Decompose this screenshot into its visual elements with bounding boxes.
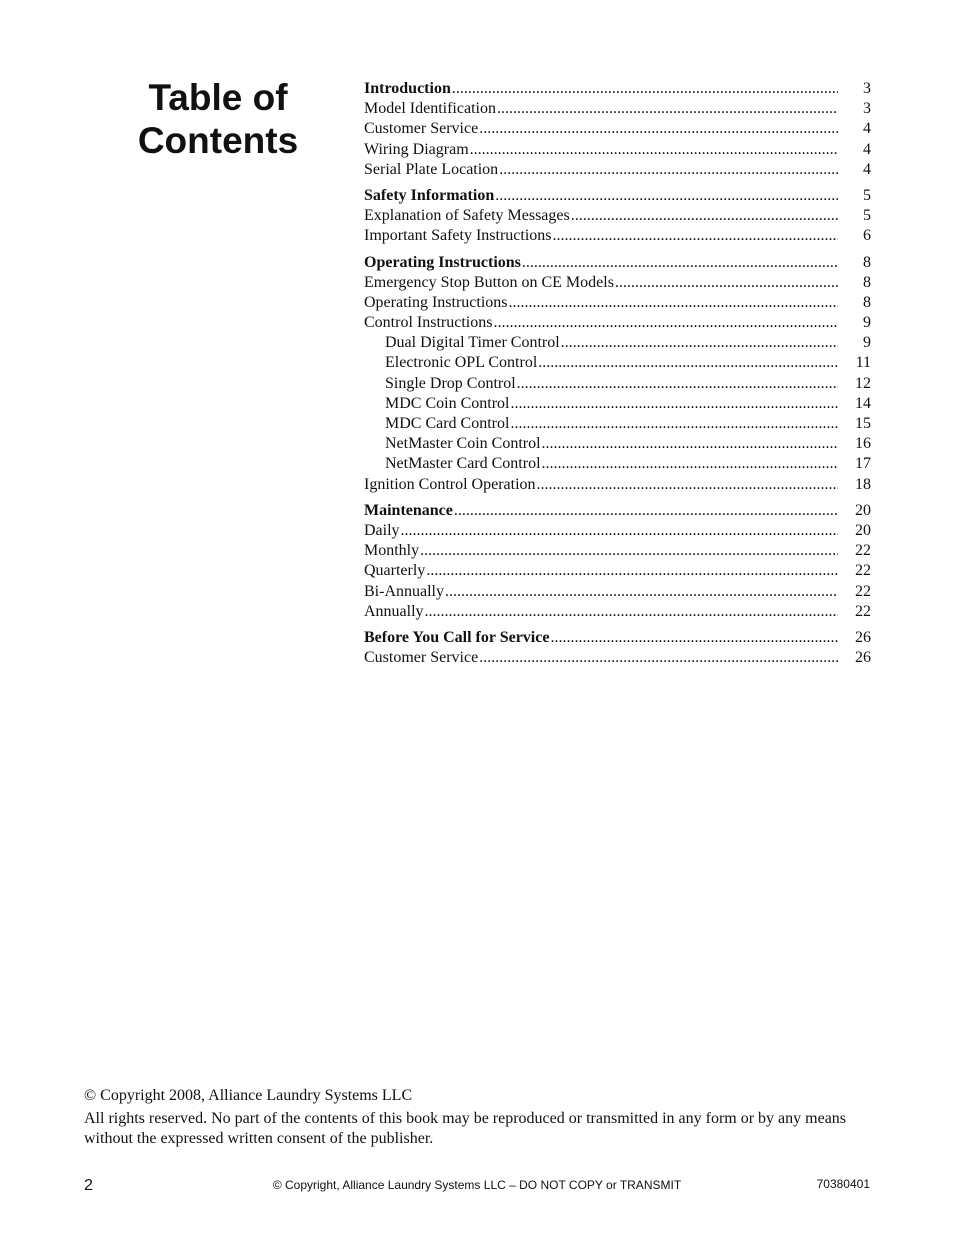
toc-subentry — [364, 394, 871, 414]
toc-entry-label: Monthly — [364, 542, 420, 560]
toc-subentry — [364, 414, 871, 434]
copyright-block — [84, 1086, 874, 1149]
page-title — [118, 76, 318, 162]
toc-dot-leader — [425, 602, 838, 622]
toc-entry-page-number: 18 — [855, 475, 871, 493]
toc-dot-leader — [426, 561, 838, 581]
toc-entry-page-number: 17 — [855, 455, 871, 473]
toc-entry-page-number: 14 — [855, 394, 871, 412]
toc-entry-label: Important Safety Instructions — [364, 227, 552, 245]
toc-entry-label: NetMaster Card Control — [385, 455, 541, 473]
toc-dot-leader — [401, 521, 838, 541]
toc-entry-label: Serial Plate Location — [364, 160, 499, 178]
toc-entry-label: Bi-Annually — [364, 582, 444, 600]
toc-dot-leader — [452, 79, 838, 99]
toc-subentry — [364, 333, 871, 353]
toc-entry-label: Before You Call for Service — [364, 628, 550, 646]
toc-entry — [364, 206, 871, 226]
toc-entry-page-number: 22 — [855, 602, 871, 620]
toc-dot-leader — [499, 160, 838, 180]
toc-entry-page-number: 9 — [863, 334, 871, 352]
toc-entry-page-number: 6 — [863, 227, 871, 245]
toc-subentry — [364, 353, 871, 373]
toc-entry-page-number: 16 — [855, 435, 871, 453]
toc-dot-leader — [615, 273, 838, 293]
toc-entry-label: Ignition Control Operation — [364, 475, 536, 493]
toc-entry — [364, 313, 871, 333]
toc-dot-leader — [445, 582, 838, 602]
toc-entry-page-number: 3 — [863, 80, 871, 97]
toc-dot-leader — [542, 454, 838, 474]
toc-entry-page-number: 11 — [855, 354, 871, 372]
toc-section-heading — [364, 79, 871, 99]
toc-entry-page-number: 15 — [855, 415, 871, 432]
toc-dot-leader — [561, 333, 838, 353]
toc-dot-leader — [495, 186, 838, 206]
toc-entry-label: Introduction — [364, 80, 451, 97]
toc-section-heading — [364, 253, 871, 273]
footer-document-number: 70380401 — [816, 1177, 870, 1191]
toc-dot-leader — [550, 628, 838, 648]
toc-entry-label: Explanation of Safety Messages — [364, 207, 570, 225]
toc-entry-label: Wiring Diagram — [364, 140, 469, 158]
toc-entry-label: Quarterly — [364, 562, 426, 580]
toc-entry-page-number: 4 — [863, 120, 871, 138]
toc-section — [364, 186, 871, 247]
toc-dot-leader — [470, 140, 838, 160]
copyright-line: © Copyright 2008, Alliance Laundry Systems LLC — [84, 1087, 413, 1104]
toc-section-heading — [364, 501, 871, 521]
toc-entry-page-number: 5 — [863, 207, 871, 225]
toc-entry-page-number: 20 — [855, 521, 871, 539]
toc-entry-page-number: 22 — [855, 562, 871, 580]
toc-entry — [364, 140, 871, 160]
rights-statement: All rights reserved. No part of the contents of this book may be reproduced or transmitted in any form or by any means without the expressed written consent of the publisher. — [84, 1110, 847, 1147]
toc-entry-page-number: 3 — [863, 100, 871, 118]
toc-dot-leader — [420, 541, 838, 561]
toc-entry-label: MDC Coin Control — [385, 394, 510, 412]
toc-entry-page-number: 26 — [855, 649, 871, 667]
toc-entry-page-number: 20 — [855, 501, 871, 519]
toc-entry — [364, 648, 871, 668]
toc-entry-label: Daily — [364, 521, 400, 539]
toc-entry-label: Customer Service — [364, 649, 479, 667]
toc-dot-leader — [517, 374, 838, 394]
toc-entry-page-number: 26 — [855, 628, 871, 646]
toc-dot-leader — [538, 353, 838, 373]
toc-entry — [364, 99, 871, 119]
toc-entry — [364, 160, 871, 180]
toc-entry-label: Emergency Stop Button on CE Models — [364, 273, 614, 291]
page-title-line-2: Contents — [137, 120, 299, 161]
toc-section — [364, 628, 871, 668]
toc-dot-leader — [542, 434, 838, 454]
toc-entry-label: Customer Service — [364, 120, 479, 138]
toc-entry-label: Control Instructions — [364, 314, 493, 332]
toc-subentry — [364, 454, 871, 474]
toc-entry-page-number: 4 — [863, 160, 871, 178]
toc-section — [364, 501, 871, 622]
toc-entry — [364, 521, 871, 541]
toc-entry-page-number: 22 — [855, 542, 871, 560]
toc-entry — [364, 561, 871, 581]
toc-entry-label: Single Drop Control — [385, 374, 516, 392]
toc-entry-label: MDC Card Control — [385, 415, 510, 432]
toc-section — [364, 79, 871, 180]
toc-entry — [364, 475, 871, 495]
toc-entry-label: Electronic OPL Control — [385, 354, 538, 372]
toc-dot-leader — [493, 313, 838, 333]
toc-dot-leader — [510, 414, 838, 434]
toc-section-heading — [364, 628, 871, 648]
footer-page-number: 2 — [84, 1177, 93, 1194]
toc-subentry — [364, 434, 871, 454]
toc-subentry — [364, 374, 871, 394]
toc-dot-leader — [509, 293, 838, 313]
page-footer — [84, 1176, 870, 1198]
toc-entry-page-number: 12 — [855, 374, 871, 392]
toc-entry-label: Safety Information — [364, 186, 495, 204]
toc-section-heading — [364, 186, 871, 206]
toc-section — [364, 253, 871, 495]
toc-entry-page-number: 22 — [855, 582, 871, 600]
toc-entry — [364, 541, 871, 561]
toc-dot-leader — [454, 501, 838, 521]
toc-dot-leader — [497, 99, 838, 119]
toc-entry-page-number: 5 — [863, 186, 871, 204]
toc-entry-page-number: 4 — [863, 140, 871, 158]
toc-dot-leader — [510, 394, 838, 414]
toc-entry-label: NetMaster Coin Control — [385, 435, 541, 453]
toc-dot-leader — [479, 648, 838, 668]
toc-dot-leader — [522, 253, 838, 273]
page-title-line-1: Table of — [148, 77, 288, 118]
footer-copyright-notice: © Copyright, Alliance Laundry Systems LLC – DO NOT COPY or TRANSMIT — [272, 1178, 682, 1192]
toc-dot-leader — [479, 119, 838, 139]
toc-entry — [364, 293, 871, 313]
toc-entry — [364, 273, 871, 293]
toc-entry-label: Operating Instructions — [364, 253, 521, 271]
toc-entry — [364, 226, 871, 246]
table-of-contents — [364, 79, 871, 674]
toc-entry — [364, 602, 871, 622]
toc-dot-leader — [537, 475, 838, 495]
toc-entry-page-number: 8 — [863, 293, 871, 311]
toc-entry-page-number: 8 — [863, 253, 871, 271]
toc-entry-label: Annually — [364, 602, 424, 620]
toc-entry-label: Model Identification — [364, 100, 496, 118]
toc-entry-label: Dual Digital Timer Control — [385, 334, 560, 352]
toc-entry — [364, 582, 871, 602]
toc-dot-leader — [571, 206, 838, 226]
toc-entry-page-number: 9 — [863, 314, 871, 332]
toc-entry — [364, 119, 871, 139]
toc-dot-leader — [553, 226, 838, 246]
toc-entry-page-number: 8 — [863, 273, 871, 291]
toc-entry-label: Maintenance — [364, 501, 453, 519]
toc-entry-label: Operating Instructions — [364, 293, 508, 311]
